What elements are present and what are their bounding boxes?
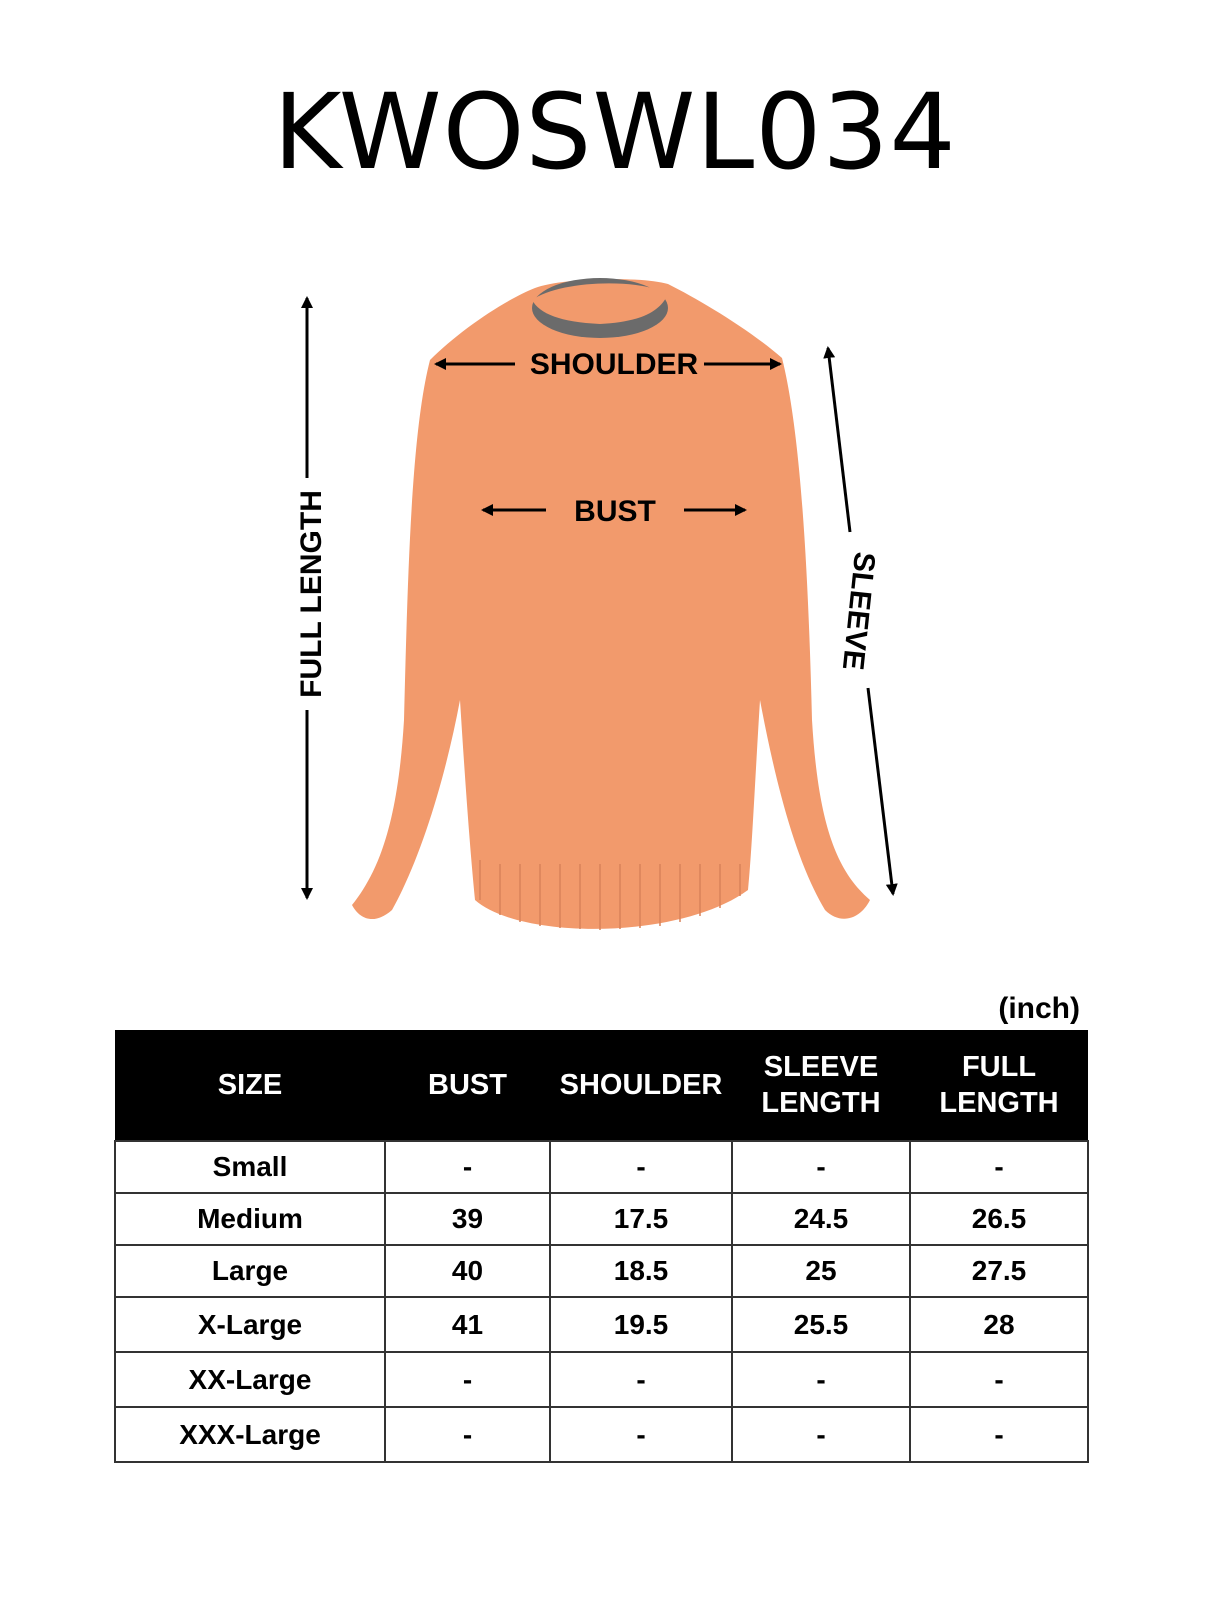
bust-cell: 41: [385, 1297, 550, 1352]
full-length-cell: -: [910, 1141, 1088, 1193]
full-length-cell: 28: [910, 1297, 1088, 1352]
size-cell: Small: [115, 1141, 385, 1193]
sleeve-length-cell: 25: [732, 1245, 910, 1297]
header-sleeve-length: SLEEVE LENGTH: [732, 1030, 910, 1141]
header-shoulder: SHOULDER: [550, 1030, 732, 1141]
size-chart-table: [114, 1030, 1089, 1463]
size-cell: XXX-Large: [115, 1407, 385, 1462]
shoulder-cell: -: [550, 1141, 732, 1193]
sleeve-length-cell: -: [732, 1141, 910, 1193]
bust-cell: 39: [385, 1193, 550, 1245]
sleeve-length-cell: -: [732, 1352, 910, 1407]
size-cell: X-Large: [115, 1297, 385, 1352]
bust-cell: -: [385, 1141, 550, 1193]
full-length-cell: 26.5: [910, 1193, 1088, 1245]
sweater-diagram-svg: [0, 260, 1230, 960]
sleeve-label: SLEEVE: [835, 550, 882, 672]
measurement-diagram: [0, 260, 1230, 960]
sleeve-arrow: [828, 348, 893, 894]
table-row: [115, 1352, 1088, 1407]
size-cell: XX-Large: [115, 1352, 385, 1407]
full-length-cell: -: [910, 1407, 1088, 1462]
full-length-cell: 27.5: [910, 1245, 1088, 1297]
table-row: [115, 1141, 1088, 1193]
shoulder-cell: -: [550, 1352, 732, 1407]
header-full-length: FULL LENGTH: [910, 1030, 1088, 1141]
sleeve-length-cell: 24.5: [732, 1193, 910, 1245]
bust-cell: -: [385, 1407, 550, 1462]
shoulder-cell: -: [550, 1407, 732, 1462]
unit-note: (inch): [998, 992, 1080, 1025]
full-length-label: FULL LENGTH: [295, 490, 328, 698]
shoulder-cell: 19.5: [550, 1297, 732, 1352]
bust-cell: -: [385, 1352, 550, 1407]
full-length-arrow: [295, 298, 328, 898]
shoulder-cell: 17.5: [550, 1193, 732, 1245]
shoulder-cell: 18.5: [550, 1245, 732, 1297]
table-row: [115, 1297, 1088, 1352]
table-row: [115, 1407, 1088, 1462]
bust-label: BUST: [574, 495, 656, 528]
table-row: [115, 1193, 1088, 1245]
sleeve-length-cell: -: [732, 1407, 910, 1462]
header-bust: BUST: [385, 1030, 550, 1141]
bust-cell: 40: [385, 1245, 550, 1297]
table-header-row: [115, 1030, 1088, 1141]
size-cell: Medium: [115, 1193, 385, 1245]
full-length-cell: -: [910, 1352, 1088, 1407]
table-row: [115, 1245, 1088, 1297]
sleeve-length-cell: 25.5: [732, 1297, 910, 1352]
size-cell: Large: [115, 1245, 385, 1297]
shoulder-label: SHOULDER: [529, 348, 699, 381]
page-title: KWOSWL034: [273, 71, 957, 193]
header-size: SIZE: [115, 1030, 385, 1141]
